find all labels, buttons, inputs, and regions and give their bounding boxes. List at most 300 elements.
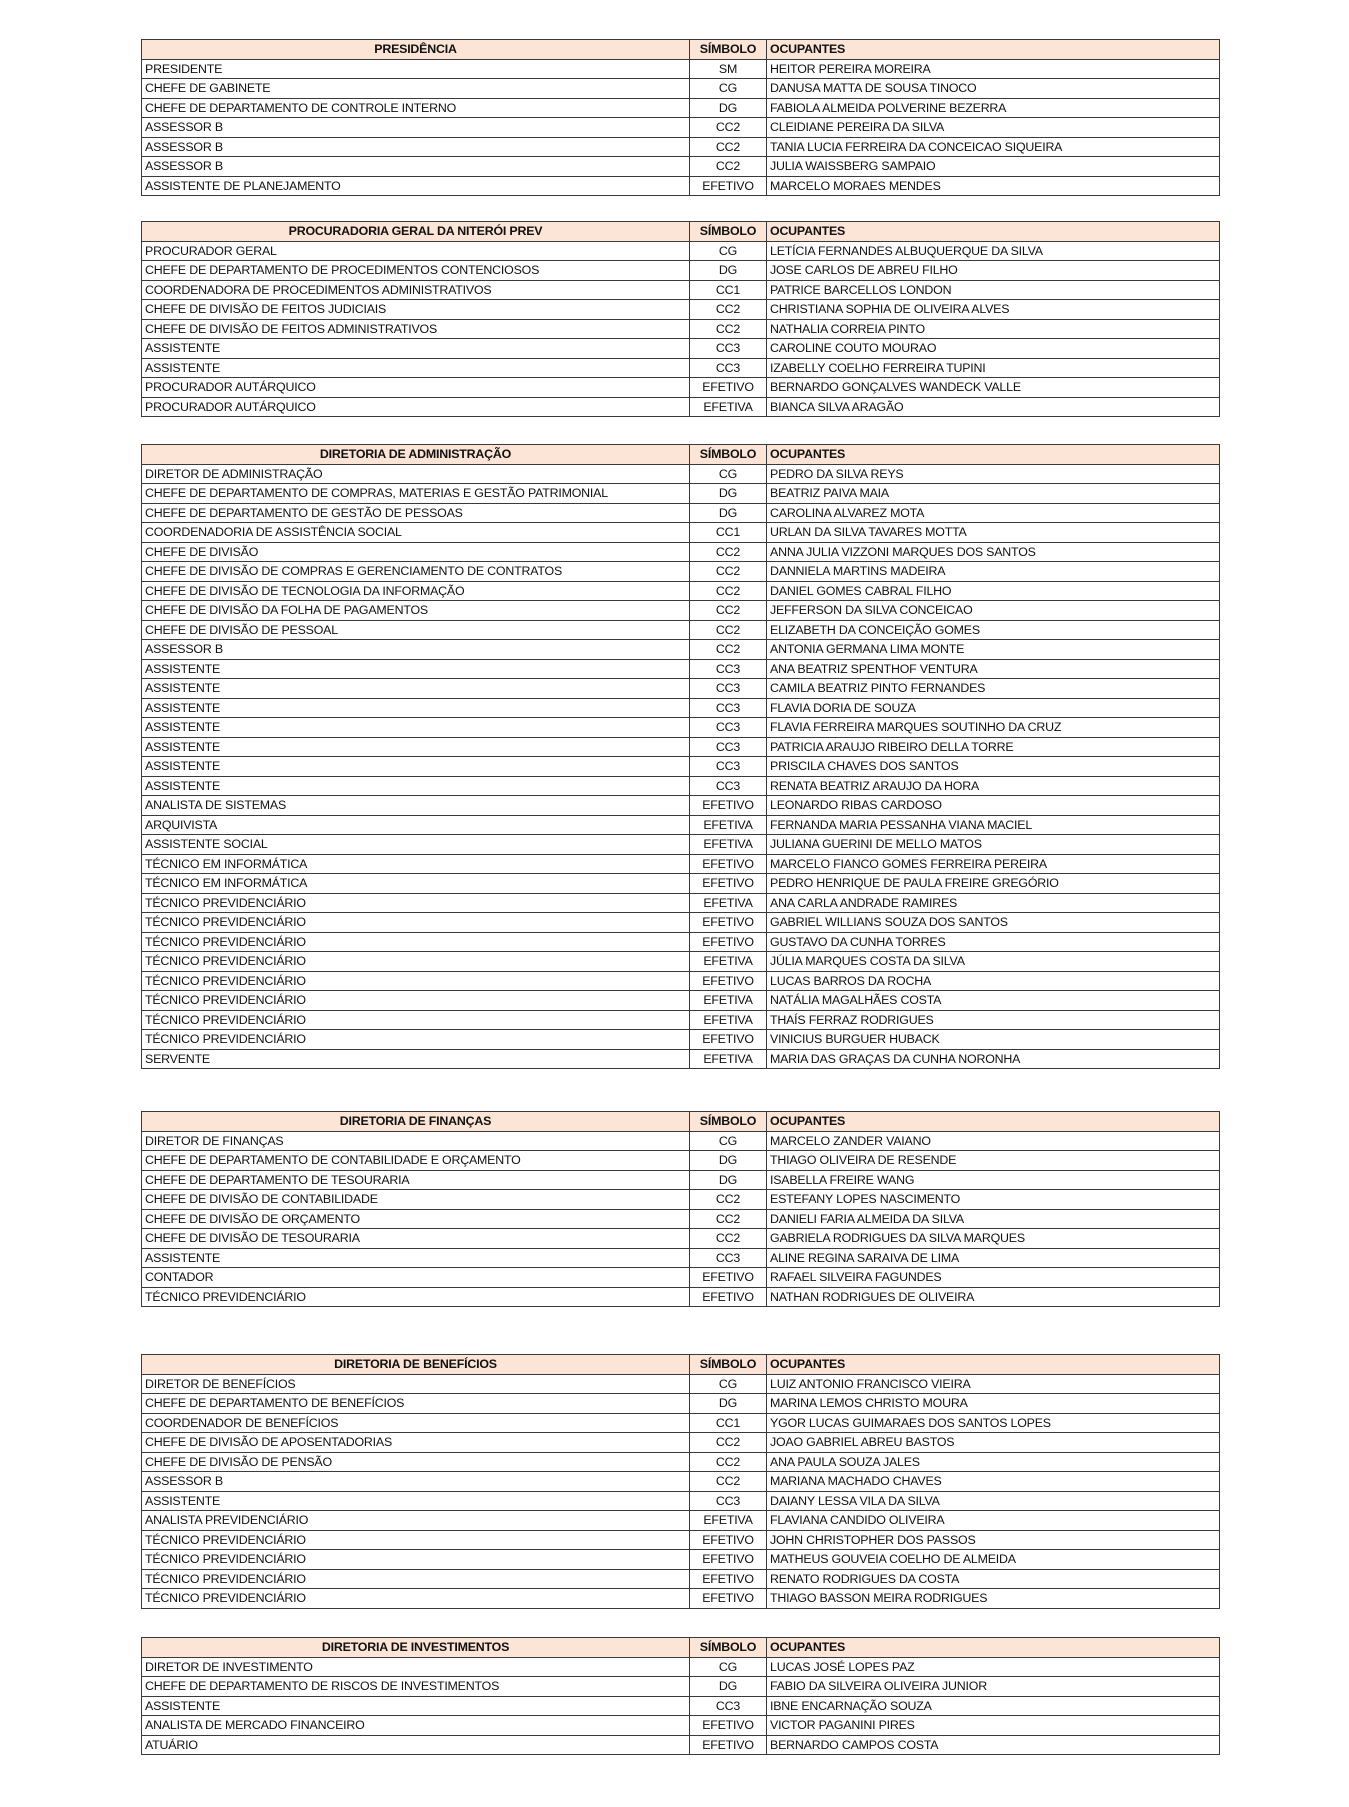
table-header-row bbox=[142, 1112, 1220, 1132]
occupant-cell: NATHALIA CORREIA PINTO bbox=[767, 319, 1220, 339]
position-cell: CHEFE DE DIVISÃO DE PESSOAL bbox=[142, 620, 690, 640]
position-cell: PROCURADOR AUTÁRQUICO bbox=[142, 378, 690, 398]
table-row bbox=[142, 679, 1220, 699]
table-row bbox=[142, 1472, 1220, 1492]
symbol-cell: EFETIVO bbox=[690, 932, 767, 952]
position-cell: CHEFE DE DIVISÃO DE TECNOLOGIA DA INFORMAÇÃO bbox=[142, 581, 690, 601]
symbol-cell: CC3 bbox=[690, 776, 767, 796]
position-cell: ARQUIVISTA bbox=[142, 815, 690, 835]
occupant-cell: PEDRO DA SILVA REYS bbox=[767, 464, 1220, 484]
symbol-cell: EFETIVO bbox=[690, 796, 767, 816]
table-row bbox=[142, 280, 1220, 300]
table-row bbox=[142, 1010, 1220, 1030]
position-cell: COORDENADORIA DE ASSISTÊNCIA SOCIAL bbox=[142, 523, 690, 543]
table-row bbox=[142, 562, 1220, 582]
symbol-cell: EFETIVA bbox=[690, 893, 767, 913]
position-cell: ANALISTA DE MERCADO FINANCEIRO bbox=[142, 1716, 690, 1736]
department-section-3 bbox=[141, 444, 1219, 1069]
occupant-cell: LUCAS BARROS DA ROCHA bbox=[767, 971, 1220, 991]
occupant-cell: ANA CARLA ANDRADE RAMIRES bbox=[767, 893, 1220, 913]
position-cell: DIRETOR DE BENEFÍCIOS bbox=[142, 1374, 690, 1394]
symbol-cell: DG bbox=[690, 1151, 767, 1171]
symbol-cell: DG bbox=[690, 98, 767, 118]
position-cell: DIRETOR DE FINANÇAS bbox=[142, 1131, 690, 1151]
department-table bbox=[141, 1354, 1220, 1609]
position-cell: TÉCNICO PREVIDENCIÁRIO bbox=[142, 1030, 690, 1050]
position-cell: DIRETOR DE ADMINISTRAÇÃO bbox=[142, 464, 690, 484]
position-cell: ASSISTENTE bbox=[142, 358, 690, 378]
table-row bbox=[142, 835, 1220, 855]
symbol-column-header: SÍMBOLO bbox=[690, 40, 767, 60]
symbol-cell: EFETIVA bbox=[690, 1511, 767, 1531]
position-cell: TÉCNICO EM INFORMÁTICA bbox=[142, 854, 690, 874]
occupant-cell: THIAGO BASSON MEIRA RODRIGUES bbox=[767, 1589, 1220, 1609]
position-cell: TÉCNICO PREVIDENCIÁRIO bbox=[142, 991, 690, 1011]
symbol-cell: CC2 bbox=[690, 118, 767, 138]
occupant-cell: LEONARDO RIBAS CARDOSO bbox=[767, 796, 1220, 816]
department-table bbox=[141, 39, 1220, 196]
occupant-cell: NATÁLIA MAGALHÃES COSTA bbox=[767, 991, 1220, 1011]
occupant-cell: MARIANA MACHADO CHAVES bbox=[767, 1472, 1220, 1492]
department-section-4 bbox=[141, 1111, 1219, 1307]
symbol-cell: EFETIVO bbox=[690, 1589, 767, 1609]
table-row bbox=[142, 1589, 1220, 1609]
table-row bbox=[142, 1657, 1220, 1677]
table-row bbox=[142, 1677, 1220, 1697]
table-row bbox=[142, 1511, 1220, 1531]
symbol-cell: DG bbox=[690, 1394, 767, 1414]
table-header-row bbox=[142, 1355, 1220, 1375]
position-cell: SERVENTE bbox=[142, 1049, 690, 1069]
position-cell: ASSESSOR B bbox=[142, 640, 690, 660]
position-cell: ASSISTENTE SOCIAL bbox=[142, 835, 690, 855]
position-cell: CHEFE DE DIVISÃO DE CONTABILIDADE bbox=[142, 1190, 690, 1210]
symbol-cell: CC2 bbox=[690, 620, 767, 640]
occupants-column-header: OCUPANTES bbox=[767, 1638, 1220, 1658]
symbol-cell: CG bbox=[690, 79, 767, 99]
symbol-cell: CC2 bbox=[690, 157, 767, 177]
symbol-cell: CC1 bbox=[690, 1413, 767, 1433]
symbol-cell: EFETIVA bbox=[690, 835, 767, 855]
department-table bbox=[141, 1111, 1220, 1307]
symbol-cell: EFETIVO bbox=[690, 1569, 767, 1589]
position-cell: CHEFE DE DEPARTAMENTO DE CONTROLE INTERNO bbox=[142, 98, 690, 118]
table-header-row bbox=[142, 222, 1220, 242]
symbol-cell: CG bbox=[690, 241, 767, 261]
table-row bbox=[142, 523, 1220, 543]
occupant-cell: HEITOR PEREIRA MOREIRA bbox=[767, 59, 1220, 79]
symbol-cell: EFETIVA bbox=[690, 952, 767, 972]
occupant-cell: ANTONIA GERMANA LIMA MONTE bbox=[767, 640, 1220, 660]
symbol-cell: DG bbox=[690, 503, 767, 523]
position-cell: PROCURADOR GERAL bbox=[142, 241, 690, 261]
occupant-cell: JEFFERSON DA SILVA CONCEICAO bbox=[767, 601, 1220, 621]
table-row bbox=[142, 913, 1220, 933]
occupant-cell: FABIO DA SILVEIRA OLIVEIRA JUNIOR bbox=[767, 1677, 1220, 1697]
table-row bbox=[142, 893, 1220, 913]
table-row bbox=[142, 542, 1220, 562]
department-title: DIRETORIA DE FINANÇAS bbox=[142, 1112, 690, 1132]
table-row bbox=[142, 796, 1220, 816]
occupant-cell: CAMILA BEATRIZ PINTO FERNANDES bbox=[767, 679, 1220, 699]
symbol-cell: CC3 bbox=[690, 757, 767, 777]
symbol-cell: EFETIVO bbox=[690, 854, 767, 874]
table-row bbox=[142, 874, 1220, 894]
symbol-cell: EFETIVA bbox=[690, 1049, 767, 1069]
occupant-cell: FERNANDA MARIA PESSANHA VIANA MACIEL bbox=[767, 815, 1220, 835]
table-row bbox=[142, 854, 1220, 874]
symbol-cell: CC2 bbox=[690, 1209, 767, 1229]
position-cell: ASSISTENTE bbox=[142, 339, 690, 359]
department-section-5 bbox=[141, 1354, 1219, 1609]
symbol-cell: CG bbox=[690, 1657, 767, 1677]
position-cell: CHEFE DE DIVISÃO DE PENSÃO bbox=[142, 1452, 690, 1472]
symbol-cell: CC3 bbox=[690, 1696, 767, 1716]
symbol-cell: EFETIVA bbox=[690, 1010, 767, 1030]
occupant-cell: BERNARDO CAMPOS COSTA bbox=[767, 1735, 1220, 1755]
table-row bbox=[142, 1569, 1220, 1589]
occupant-cell: URLAN DA SILVA TAVARES MOTTA bbox=[767, 523, 1220, 543]
position-cell: TÉCNICO PREVIDENCIÁRIO bbox=[142, 1550, 690, 1570]
symbol-cell: DG bbox=[690, 1170, 767, 1190]
table-row bbox=[142, 118, 1220, 138]
table-row bbox=[142, 261, 1220, 281]
occupant-cell: CLEIDIANE PEREIRA DA SILVA bbox=[767, 118, 1220, 138]
occupant-cell: IZABELLY COELHO FERREIRA TUPINI bbox=[767, 358, 1220, 378]
symbol-cell: EFETIVO bbox=[690, 1530, 767, 1550]
position-cell: ASSISTENTE bbox=[142, 679, 690, 699]
symbol-cell: CC2 bbox=[690, 1190, 767, 1210]
position-cell: TÉCNICO PREVIDENCIÁRIO bbox=[142, 1569, 690, 1589]
position-cell: CHEFE DE DEPARTAMENTO DE TESOURARIA bbox=[142, 1170, 690, 1190]
table-row bbox=[142, 98, 1220, 118]
occupant-cell: ALINE REGINA SARAIVA DE LIMA bbox=[767, 1248, 1220, 1268]
occupant-cell: BEATRIZ PAIVA MAIA bbox=[767, 484, 1220, 504]
table-row bbox=[142, 1452, 1220, 1472]
symbol-cell: CC3 bbox=[690, 1248, 767, 1268]
table-row bbox=[142, 1209, 1220, 1229]
position-cell: CHEFE DE DIVISÃO DE FEITOS ADMINISTRATIVOS bbox=[142, 319, 690, 339]
table-row bbox=[142, 757, 1220, 777]
occupant-cell: DANIELI FARIA ALMEIDA DA SILVA bbox=[767, 1209, 1220, 1229]
position-cell: PROCURADOR AUTÁRQUICO bbox=[142, 397, 690, 417]
table-row bbox=[142, 319, 1220, 339]
symbol-cell: EFETIVO bbox=[690, 1716, 767, 1736]
position-cell: ASSESSOR B bbox=[142, 137, 690, 157]
position-cell: ANALISTA PREVIDENCIÁRIO bbox=[142, 1511, 690, 1531]
symbol-cell: EFETIVO bbox=[690, 378, 767, 398]
occupant-cell: PRISCILA CHAVES DOS SANTOS bbox=[767, 757, 1220, 777]
position-cell: ASSISTENTE bbox=[142, 1248, 690, 1268]
occupant-cell: DANNIELA MARTINS MADEIRA bbox=[767, 562, 1220, 582]
position-cell: ASSISTENTE bbox=[142, 776, 690, 796]
table-row bbox=[142, 737, 1220, 757]
table-row bbox=[142, 1550, 1220, 1570]
position-cell: TÉCNICO PREVIDENCIÁRIO bbox=[142, 932, 690, 952]
position-cell: TÉCNICO PREVIDENCIÁRIO bbox=[142, 1589, 690, 1609]
occupant-cell: PATRICIA ARAUJO RIBEIRO DELLA TORRE bbox=[767, 737, 1220, 757]
position-cell: CHEFE DE DIVISÃO DE ORÇAMENTO bbox=[142, 1209, 690, 1229]
position-cell: CHEFE DE DIVISÃO DE COMPRAS E GERENCIAMENTO DE CONTRATOS bbox=[142, 562, 690, 582]
symbol-column-header: SÍMBOLO bbox=[690, 1638, 767, 1658]
occupant-cell: MATHEUS GOUVEIA COELHO DE ALMEIDA bbox=[767, 1550, 1220, 1570]
position-cell: TÉCNICO PREVIDENCIÁRIO bbox=[142, 1010, 690, 1030]
occupant-cell: MARIA DAS GRAÇAS DA CUNHA NORONHA bbox=[767, 1049, 1220, 1069]
table-row bbox=[142, 1530, 1220, 1550]
symbol-column-header: SÍMBOLO bbox=[690, 1355, 767, 1375]
occupant-cell: ANNA JULIA VIZZONI MARQUES DOS SANTOS bbox=[767, 542, 1220, 562]
table-row bbox=[142, 601, 1220, 621]
symbol-cell: CC3 bbox=[690, 339, 767, 359]
occupant-cell: CAROLINA ALVAREZ MOTA bbox=[767, 503, 1220, 523]
symbol-cell: CC3 bbox=[690, 358, 767, 378]
position-cell: ASSISTENTE bbox=[142, 1491, 690, 1511]
position-cell: ANALISTA DE SISTEMAS bbox=[142, 796, 690, 816]
occupant-cell: PATRICE BARCELLOS LONDON bbox=[767, 280, 1220, 300]
occupant-cell: JÚLIA MARQUES COSTA DA SILVA bbox=[767, 952, 1220, 972]
symbol-cell: CC3 bbox=[690, 659, 767, 679]
occupant-cell: IBNE ENCARNAÇÃO SOUZA bbox=[767, 1696, 1220, 1716]
department-title: PROCURADORIA GERAL DA NITERÓI PREV bbox=[142, 222, 690, 242]
symbol-cell: DG bbox=[690, 261, 767, 281]
occupant-cell: ELIZABETH DA CONCEIÇÃO GOMES bbox=[767, 620, 1220, 640]
occupant-cell: THIAGO OLIVEIRA DE RESENDE bbox=[767, 1151, 1220, 1171]
position-cell: CHEFE DE DIVISÃO DE APOSENTADORIAS bbox=[142, 1433, 690, 1453]
position-cell: ASSESSOR B bbox=[142, 157, 690, 177]
table-row bbox=[142, 1374, 1220, 1394]
occupant-cell: DANUSA MATTA DE SOUSA TINOCO bbox=[767, 79, 1220, 99]
position-cell: TÉCNICO PREVIDENCIÁRIO bbox=[142, 952, 690, 972]
department-section-2 bbox=[141, 221, 1219, 417]
position-cell: ASSISTENTE bbox=[142, 718, 690, 738]
occupant-cell: JOAO GABRIEL ABREU BASTOS bbox=[767, 1433, 1220, 1453]
position-cell: TÉCNICO PREVIDENCIÁRIO bbox=[142, 893, 690, 913]
symbol-cell: EFETIVA bbox=[690, 397, 767, 417]
symbol-cell: CC2 bbox=[690, 562, 767, 582]
table-row bbox=[142, 358, 1220, 378]
symbol-cell: EFETIVO bbox=[690, 1268, 767, 1288]
table-row bbox=[142, 1716, 1220, 1736]
position-cell: PRESIDENTE bbox=[142, 59, 690, 79]
occupant-cell: MARCELO ZANDER VAIANO bbox=[767, 1131, 1220, 1151]
occupant-cell: GABRIEL WILLIANS SOUZA DOS SANTOS bbox=[767, 913, 1220, 933]
table-header-row bbox=[142, 40, 1220, 60]
occupant-cell: FLAVIANA CANDIDO OLIVEIRA bbox=[767, 1511, 1220, 1531]
table-row bbox=[142, 397, 1220, 417]
occupants-column-header: OCUPANTES bbox=[767, 40, 1220, 60]
position-cell: ASSISTENTE bbox=[142, 1696, 690, 1716]
position-cell: CHEFE DE DEPARTAMENTO DE COMPRAS, MATERIAS E GESTÃO PATRIMONIAL bbox=[142, 484, 690, 504]
occupant-cell: CHRISTIANA SOPHIA DE OLIVEIRA ALVES bbox=[767, 300, 1220, 320]
symbol-cell: CC2 bbox=[690, 1452, 767, 1472]
table-row bbox=[142, 1268, 1220, 1288]
symbol-cell: CC3 bbox=[690, 1491, 767, 1511]
position-cell: CHEFE DE DIVISÃO DE FEITOS JUDICIAIS bbox=[142, 300, 690, 320]
occupant-cell: PEDRO HENRIQUE DE PAULA FREIRE GREGÓRIO bbox=[767, 874, 1220, 894]
table-row bbox=[142, 484, 1220, 504]
table-row bbox=[142, 971, 1220, 991]
table-row bbox=[142, 1394, 1220, 1414]
occupant-cell: GABRIELA RODRIGUES DA SILVA MARQUES bbox=[767, 1229, 1220, 1249]
occupant-cell: RAFAEL SILVEIRA FAGUNDES bbox=[767, 1268, 1220, 1288]
position-cell: CONTADOR bbox=[142, 1268, 690, 1288]
department-table bbox=[141, 1637, 1220, 1755]
occupant-cell: MARCELO MORAES MENDES bbox=[767, 176, 1220, 196]
symbol-cell: EFETIVO bbox=[690, 1287, 767, 1307]
occupant-cell: CAROLINE COUTO MOURAO bbox=[767, 339, 1220, 359]
table-row bbox=[142, 1248, 1220, 1268]
symbol-column-header: SÍMBOLO bbox=[690, 1112, 767, 1132]
symbol-cell: EFETIVA bbox=[690, 815, 767, 835]
table-row bbox=[142, 59, 1220, 79]
table-row bbox=[142, 620, 1220, 640]
position-cell: ASSISTENTE bbox=[142, 757, 690, 777]
table-row bbox=[142, 1151, 1220, 1171]
symbol-cell: CC2 bbox=[690, 640, 767, 660]
symbol-cell: CC1 bbox=[690, 523, 767, 543]
occupants-column-header: OCUPANTES bbox=[767, 445, 1220, 465]
symbol-cell: CC2 bbox=[690, 300, 767, 320]
symbol-cell: EFETIVO bbox=[690, 1030, 767, 1050]
position-cell: ATUÁRIO bbox=[142, 1735, 690, 1755]
occupants-column-header: OCUPANTES bbox=[767, 222, 1220, 242]
symbol-cell: DG bbox=[690, 1677, 767, 1697]
position-cell: CHEFE DE DEPARTAMENTO DE RISCOS DE INVESTIMENTOS bbox=[142, 1677, 690, 1697]
symbol-cell: CC2 bbox=[690, 319, 767, 339]
position-cell: ASSESSOR B bbox=[142, 1472, 690, 1492]
table-header-row bbox=[142, 1638, 1220, 1658]
occupant-cell: ISABELLA FREIRE WANG bbox=[767, 1170, 1220, 1190]
position-cell: ASSESSOR B bbox=[142, 118, 690, 138]
table-row bbox=[142, 1696, 1220, 1716]
occupant-cell: FABIOLA ALMEIDA POLVERINE BEZERRA bbox=[767, 98, 1220, 118]
occupant-cell: ANA BEATRIZ SPENTHOF VENTURA bbox=[767, 659, 1220, 679]
occupant-cell: VICTOR PAGANINI PIRES bbox=[767, 1716, 1220, 1736]
occupant-cell: JOHN CHRISTOPHER DOS PASSOS bbox=[767, 1530, 1220, 1550]
symbol-cell: CC2 bbox=[690, 581, 767, 601]
occupant-cell: LETÍCIA FERNANDES ALBUQUERQUE DA SILVA bbox=[767, 241, 1220, 261]
position-cell: TÉCNICO PREVIDENCIÁRIO bbox=[142, 1530, 690, 1550]
position-cell: CHEFE DE DEPARTAMENTO DE CONTABILIDADE E ORÇAMENTO bbox=[142, 1151, 690, 1171]
position-cell: DIRETOR DE INVESTIMENTO bbox=[142, 1657, 690, 1677]
symbol-cell: CC2 bbox=[690, 137, 767, 157]
table-row bbox=[142, 776, 1220, 796]
table-row bbox=[142, 718, 1220, 738]
position-cell: TÉCNICO EM INFORMÁTICA bbox=[142, 874, 690, 894]
department-section-1 bbox=[141, 39, 1219, 196]
occupant-cell: THAÍS FERRAZ RODRIGUES bbox=[767, 1010, 1220, 1030]
table-row bbox=[142, 698, 1220, 718]
position-cell: ASSISTENTE bbox=[142, 698, 690, 718]
occupant-cell: JULIA WAISSBERG SAMPAIO bbox=[767, 157, 1220, 177]
position-cell: ASSISTENTE bbox=[142, 659, 690, 679]
table-row bbox=[142, 581, 1220, 601]
symbol-cell: CC3 bbox=[690, 718, 767, 738]
position-cell: CHEFE DE DIVISÃO DE TESOURARIA bbox=[142, 1229, 690, 1249]
occupant-cell: MARINA LEMOS CHRISTO MOURA bbox=[767, 1394, 1220, 1414]
symbol-cell: CG bbox=[690, 1374, 767, 1394]
table-row bbox=[142, 79, 1220, 99]
occupant-cell: RENATO RODRIGUES DA COSTA bbox=[767, 1569, 1220, 1589]
table-row bbox=[142, 1413, 1220, 1433]
department-section-6 bbox=[141, 1637, 1219, 1755]
table-row bbox=[142, 157, 1220, 177]
table-row bbox=[142, 1190, 1220, 1210]
position-cell: ASSISTENTE bbox=[142, 737, 690, 757]
department-title: DIRETORIA DE BENEFÍCIOS bbox=[142, 1355, 690, 1375]
occupant-cell: JULIANA GUERINI DE MELLO MATOS bbox=[767, 835, 1220, 855]
symbol-cell: EFETIVO bbox=[690, 1735, 767, 1755]
table-row bbox=[142, 932, 1220, 952]
table-row bbox=[142, 952, 1220, 972]
symbol-cell: SM bbox=[690, 59, 767, 79]
symbol-cell: EFETIVO bbox=[690, 971, 767, 991]
position-cell: COORDENADORA DE PROCEDIMENTOS ADMINISTRATIVOS bbox=[142, 280, 690, 300]
table-row bbox=[142, 1433, 1220, 1453]
symbol-cell: CC3 bbox=[690, 698, 767, 718]
occupant-cell: GUSTAVO DA CUNHA TORRES bbox=[767, 932, 1220, 952]
occupant-cell: VINICIUS BURGUER HUBACK bbox=[767, 1030, 1220, 1050]
symbol-cell: EFETIVO bbox=[690, 176, 767, 196]
symbol-cell: EFETIVA bbox=[690, 991, 767, 1011]
occupant-cell: LUIZ ANTONIO FRANCISCO VIEIRA bbox=[767, 1374, 1220, 1394]
table-row bbox=[142, 991, 1220, 1011]
table-row bbox=[142, 1735, 1220, 1755]
symbol-cell: EFETIVO bbox=[690, 874, 767, 894]
table-row bbox=[142, 503, 1220, 523]
table-row bbox=[142, 815, 1220, 835]
table-row bbox=[142, 1170, 1220, 1190]
position-cell: COORDENADOR DE BENEFÍCIOS bbox=[142, 1413, 690, 1433]
symbol-cell: EFETIVO bbox=[690, 1550, 767, 1570]
occupant-cell: FLAVIA DORIA DE SOUZA bbox=[767, 698, 1220, 718]
table-row bbox=[142, 1030, 1220, 1050]
position-cell: ASSISTENTE DE PLANEJAMENTO bbox=[142, 176, 690, 196]
symbol-cell: CC2 bbox=[690, 1472, 767, 1492]
symbol-cell: CC3 bbox=[690, 737, 767, 757]
table-row bbox=[142, 1131, 1220, 1151]
symbol-column-header: SÍMBOLO bbox=[690, 222, 767, 242]
symbol-cell: CG bbox=[690, 1131, 767, 1151]
position-cell: CHEFE DE DIVISÃO bbox=[142, 542, 690, 562]
occupant-cell: MARCELO FIANCO GOMES FERREIRA PEREIRA bbox=[767, 854, 1220, 874]
table-row bbox=[142, 640, 1220, 660]
table-row bbox=[142, 378, 1220, 398]
symbol-cell: CC3 bbox=[690, 679, 767, 699]
occupant-cell: ANA PAULA SOUZA JALES bbox=[767, 1452, 1220, 1472]
symbol-cell: CC2 bbox=[690, 601, 767, 621]
table-header-row bbox=[142, 445, 1220, 465]
occupant-cell: DANIEL GOMES CABRAL FILHO bbox=[767, 581, 1220, 601]
symbol-cell: CC2 bbox=[690, 1229, 767, 1249]
occupant-cell: LUCAS JOSÉ LOPES PAZ bbox=[767, 1657, 1220, 1677]
table-row bbox=[142, 1049, 1220, 1069]
table-row bbox=[142, 300, 1220, 320]
position-cell: TÉCNICO PREVIDENCIÁRIO bbox=[142, 913, 690, 933]
occupant-cell: NATHAN RODRIGUES DE OLIVEIRA bbox=[767, 1287, 1220, 1307]
position-cell: CHEFE DE DEPARTAMENTO DE BENEFÍCIOS bbox=[142, 1394, 690, 1414]
occupant-cell: BERNARDO GONÇALVES WANDECK VALLE bbox=[767, 378, 1220, 398]
symbol-cell: CC2 bbox=[690, 1433, 767, 1453]
occupant-cell: DAIANY LESSA VILA DA SILVA bbox=[767, 1491, 1220, 1511]
department-table bbox=[141, 444, 1220, 1069]
occupant-cell: YGOR LUCAS GUIMARAES DOS SANTOS LOPES bbox=[767, 1413, 1220, 1433]
symbol-cell: CC2 bbox=[690, 542, 767, 562]
position-cell: TÉCNICO PREVIDENCIÁRIO bbox=[142, 1287, 690, 1307]
table-row bbox=[142, 659, 1220, 679]
department-title: DIRETORIA DE INVESTIMENTOS bbox=[142, 1638, 690, 1658]
table-row bbox=[142, 241, 1220, 261]
